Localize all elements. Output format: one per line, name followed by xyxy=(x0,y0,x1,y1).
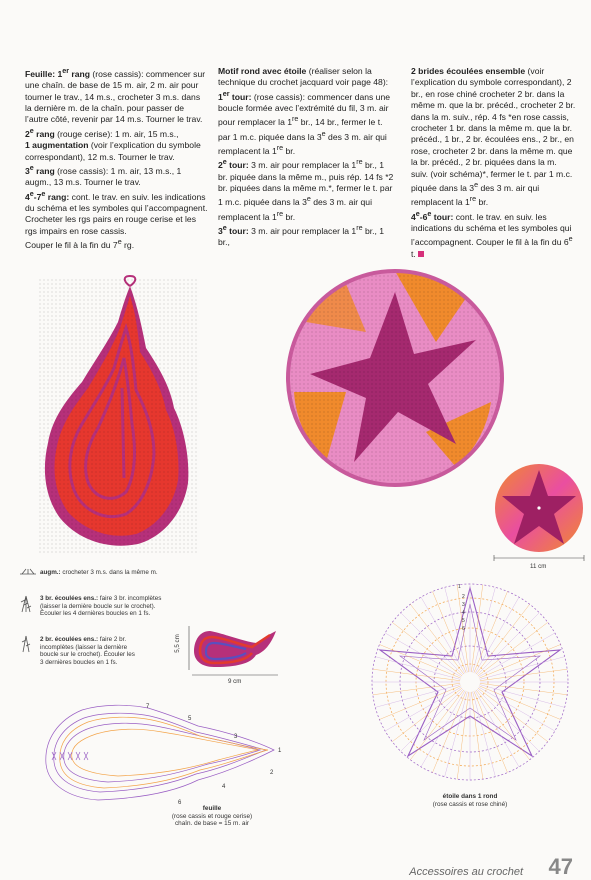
circle-chart-stitch-line xyxy=(421,597,465,673)
star-color-diagram xyxy=(494,462,584,554)
circle-chart-stitch-line xyxy=(445,692,468,777)
circle-chart-stitch-line xyxy=(392,622,462,676)
round-number-6: 6 xyxy=(462,626,465,632)
legend-three-treble: 3 br. écoulées ens.: faire 3 br. incomplètes (laisser la dernière boucle sur le crochet). Écouler les 4 dernières boucles en 1 fs. xyxy=(40,595,162,618)
leaf-row-number-4: 4 xyxy=(222,784,226,790)
leaf-height-line xyxy=(186,626,192,670)
circle-chart-stitch-line xyxy=(479,686,560,720)
circle-chart-stitch-line xyxy=(480,685,565,708)
leaf-row-number-2: 2 xyxy=(270,770,274,776)
circle-chart-stitch-line xyxy=(457,692,468,779)
circle-chart-stitch-line xyxy=(477,689,539,751)
circle-chart-stitch-line xyxy=(475,597,519,673)
section-footer: Accessoires au crochet xyxy=(409,866,523,878)
circle-chart-stitch-line xyxy=(375,657,460,680)
round-number-1: 1 xyxy=(458,584,461,590)
leaf-width-label: 9 cm xyxy=(228,678,242,685)
circle-chart-stitch-line xyxy=(421,691,465,767)
leaf-row-number-6: 6 xyxy=(178,800,182,806)
circle-chart-stitch-line xyxy=(432,691,466,772)
circle-chart-stitch-line xyxy=(477,613,539,675)
leaf-chart-caption: feuille (rose cassis et rouge cerise) chaîn. de base = 15 m. air xyxy=(171,805,253,828)
circle-chart-stitch-line xyxy=(478,688,548,742)
circle-width-label: 11 cm xyxy=(530,563,547,570)
circle-chart-stitch-line xyxy=(478,622,548,676)
page-number: 47 xyxy=(548,854,573,879)
leaf-stitch-mark xyxy=(84,752,88,760)
circle-chart-stitch-line xyxy=(479,644,560,678)
circle-chart-stitch-line xyxy=(476,604,530,674)
round-number-2: 2 xyxy=(462,594,465,600)
circle-chart-stitch-line xyxy=(474,591,508,672)
circle-chart-stitch-line xyxy=(392,688,462,742)
leaf-color-diagram xyxy=(192,625,278,671)
circle-chart-stitch-line xyxy=(401,613,463,675)
circle-chart-caption: étoile dans 1 rond (rose cassis et rose chiné) xyxy=(432,793,508,808)
circle-chart-stitch-line xyxy=(480,657,565,680)
circle-chart-stitch-line xyxy=(473,692,496,777)
circle-chart-stitch-line xyxy=(474,691,508,772)
crochet-leaf-photo xyxy=(38,278,198,553)
circle-chart-stitch-line xyxy=(401,689,463,751)
leaf-row-number-1: 1 xyxy=(278,748,282,754)
circle-chart-stitch-line xyxy=(373,669,460,680)
end-square-icon xyxy=(418,251,424,257)
circle-chart-stitch-line xyxy=(480,669,567,680)
legend-two-treble: 2 br. écoulées ens.: faire 2 br. incomplètes (laisser la dernière boucle sur le crochet). Écouler les 3 dernières boucles en 1 fs. xyxy=(40,636,135,666)
circle-instructions: Motif rond avec étoile (réaliser selon la technique du crochet jacquard voir page 48): 1er tour: (rose cassis): commencer dans une boucle formée avec l’extrémité du fil, 3 m. air pour remplacer la 1re br., 14 br., fermer le t. par 1 m.c. piquée dans la 3e des 3 m. air qui remplacent la 1re br. 2e tour: 3 m. air pour remplacer la 1re br., 1 br. piquée dans la même m., puis rép. 14 fs *2 br. piquées dans la même m.*, fermer le t. par 1 m.c. piquée dans la 3e des 3 m. air qui remplacent la 1re br. 3e tour: 3 m. air pour remplacer la 1re br., 1 br., xyxy=(218,66,394,248)
circle-chart-stitch-line xyxy=(379,644,460,678)
three-treble-decrease-icon xyxy=(19,594,33,614)
star-circle-stitch-chart xyxy=(364,578,576,786)
circle-chart-stitch-line xyxy=(379,686,460,720)
circle-chart-stitch-line xyxy=(375,685,460,708)
leaf-chart-stitch-marks xyxy=(52,752,88,760)
leaf-row-number-3: 3 xyxy=(234,734,238,740)
leaf-row-number-5: 5 xyxy=(188,716,192,722)
two-treble-decrease-icon xyxy=(20,634,32,654)
circle-width-line xyxy=(494,555,584,561)
leaf-height-label: 5,5 cm xyxy=(173,634,181,653)
round-number-3: 3 xyxy=(462,602,465,608)
circle-chart-spokes xyxy=(372,584,568,780)
crochet-circle-photo xyxy=(286,262,504,494)
augm-symbol-icon xyxy=(18,567,38,577)
circle-chart-stitch-line xyxy=(479,633,555,677)
round-number-4: 4 xyxy=(462,610,465,616)
round-number-5: 5 xyxy=(462,618,465,624)
legend-augm: augm.: crocheter 3 m.s. dans la même m. xyxy=(40,569,158,576)
leaf-stitch-chart xyxy=(38,700,283,805)
circle-chart-stitch-line xyxy=(385,633,461,677)
circle-chart-stitch-line xyxy=(475,691,519,767)
leaf-instructions: Feuille: 1er rang (rose cassis): commencer sur une chaîn. de base de 15 m. air, 2 m. air pour tourner le trav., 14 m.s., crocheter 3 m.s. dans la dernière m. de la chaîn. pour passer de l’autre côté, revenir par 14 m.s. Tourner le trav. 2e rang (rouge cerise): 1 m. air, 15 m.s., 1 augmentation (voir l’explication du symbole correspondant), 12 m.s. Tourner le trav. 3e rang (rose cassis): 1 m. air, 13 m.s., 1 augm., 13 m.s. Tourner le trav. 4e-7e rang: cont. le trav. en suiv. les indications du schéma et les symboles qui l’accompagnent. Crocheter les rgs pairs en rouge cerise et les rgs impairs en rose cassis. Couper le fil à la fin du 7e rg. xyxy=(25,67,208,250)
circle-chart-stitch-line xyxy=(480,683,567,694)
circle-chart-stitch-line xyxy=(410,604,464,674)
leaf-stitch-mark xyxy=(76,752,80,760)
leaf-row-number-7: 7 xyxy=(146,704,150,710)
circle-instructions-continued: 2 brides écoulées ensemble (voir l’explication du symbole correspondant), 2 br., en rose chiné crocheter 2 br. dans la même m. que la br. précéd., crocheter 2 br. dans la m. suiv., rép. 4 fs *en rose cassis, crocheter 1 br. dans la même m. que la br. précéd., 1 br., 2 br. écoulées ens., 2 br., en rose, crocheter 2 br. dans la même m. que la br. précéd., 2 br. piquées dans la m. suiv. (voir schéma)*, fermer le t. par 1 m.c. piquée dans la 3e des 3 m. air qui remplacent la 1re br. 4e-6e tour: cont. le trav. en suiv. les indications du schéma et les symboles qui l’accompagnent. Couper le fil à la fin du 6e t. xyxy=(411,66,576,259)
